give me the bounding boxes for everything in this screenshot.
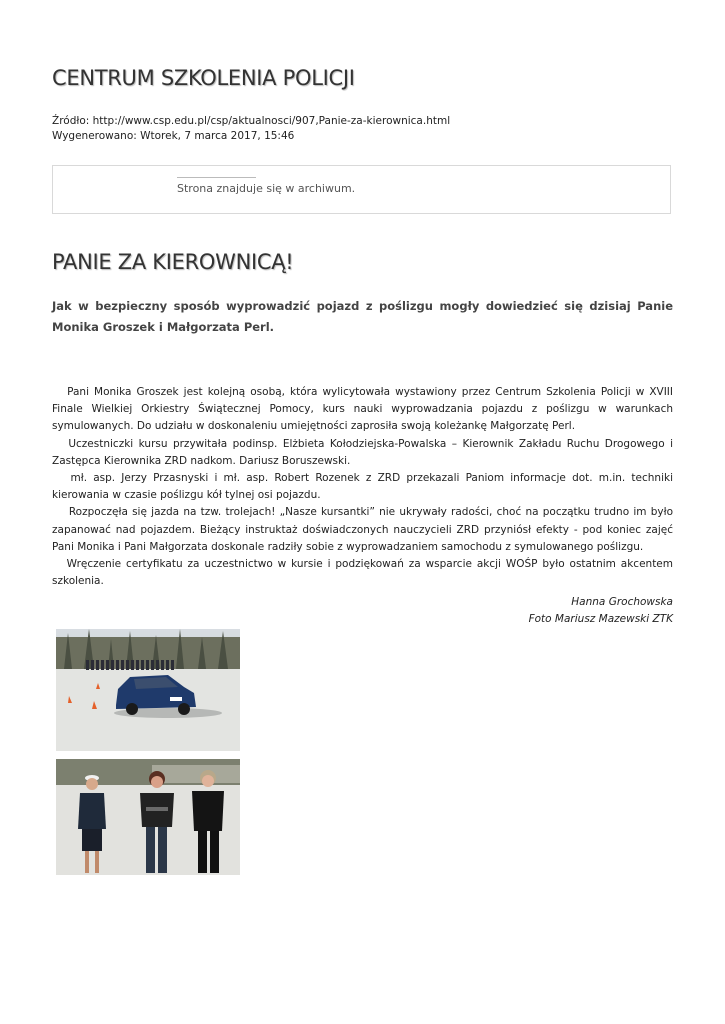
document-meta <box>52 114 450 144</box>
paragraph: mł. asp. Jerzy Przasnyski i mł. asp. Robert Rozenek z ZRD przekazali Paniom informacje dot. m.in. techniki kierowania w czasie poślizgu kół tylnej osi pojazdu. <box>52 472 673 502</box>
photo-credit: Foto Mariusz Mazewski ZTK <box>528 613 673 625</box>
source-url: Źródło: http://www.csp.edu.pl/csp/aktualnosci/907,Panie-za-kierownica.html <box>52 115 451 127</box>
site-title: CENTRUM SZKOLENIA POLICJI <box>52 66 355 90</box>
paragraph: Rozpoczęła się jazda na tzw. trolejach! „Nasze kursantki” nie ukrywały radości, choć na początku trudno im było zapanować nad pojazdem. Bieżący instruktaż doświadczonych nauczycieli ZRD przyniósł efekty - pod koniec zajęć Pani Monika i Pani Małgorzata doskonale radziły sobie z wyprowadzaniem samochodu z symulowanego poślizgu. <box>52 506 673 553</box>
article-title: PANIE ZA KIEROWNICĄ! <box>52 250 294 274</box>
photo-car-training[interactable] <box>56 629 240 751</box>
archive-notice-box <box>52 165 671 214</box>
article-signature <box>529 594 673 628</box>
generated-date: Wygenerowano: Wtorek, 7 marca 2017, 15:46 <box>52 130 295 142</box>
article-lead: Jak w bezpieczny sposób wyprowadzić pojazd z poślizgu mogły dowiedzieć się dzisiaj Panie Monika Groszek i Małgorzata Perl. <box>52 299 673 334</box>
archive-notice: Strona znajduje się w archiwum. <box>177 182 356 195</box>
paragraph: Pani Monika Groszek jest kolejną osobą, która wylicytowała wystawiony przez Centrum Szkolenia Policji w XVIII Finale Wielkiej Orkiestry Świątecznej Pomocy, kurs nauki wyprowadzania pojazdu z poślizgu w warunkach symulowanych. Do udziału w doskonaleniu umiejętności zaprosiła swoją koleżankę Małgorzatę Perl. <box>52 386 673 433</box>
divider <box>177 177 256 178</box>
author: Hanna Grochowska <box>571 596 673 608</box>
photo-participants[interactable] <box>56 759 240 875</box>
paragraph: Wręczenie certyfikatu za uczestnictwo w kursie i podziękowań za wsparcie akcji WOŚP było ostatnim akcentem szkolenia. <box>52 558 673 588</box>
paragraph: Uczestniczki kursu przywitała podinsp. Elżbieta Kołodziejska-Powalska – Kierownik Zakładu Ruchu Drogowego i Zastępca Kierownika ZRD nadkom. Dariusz Boruszewski. <box>52 437 673 467</box>
article-body <box>52 384 673 590</box>
